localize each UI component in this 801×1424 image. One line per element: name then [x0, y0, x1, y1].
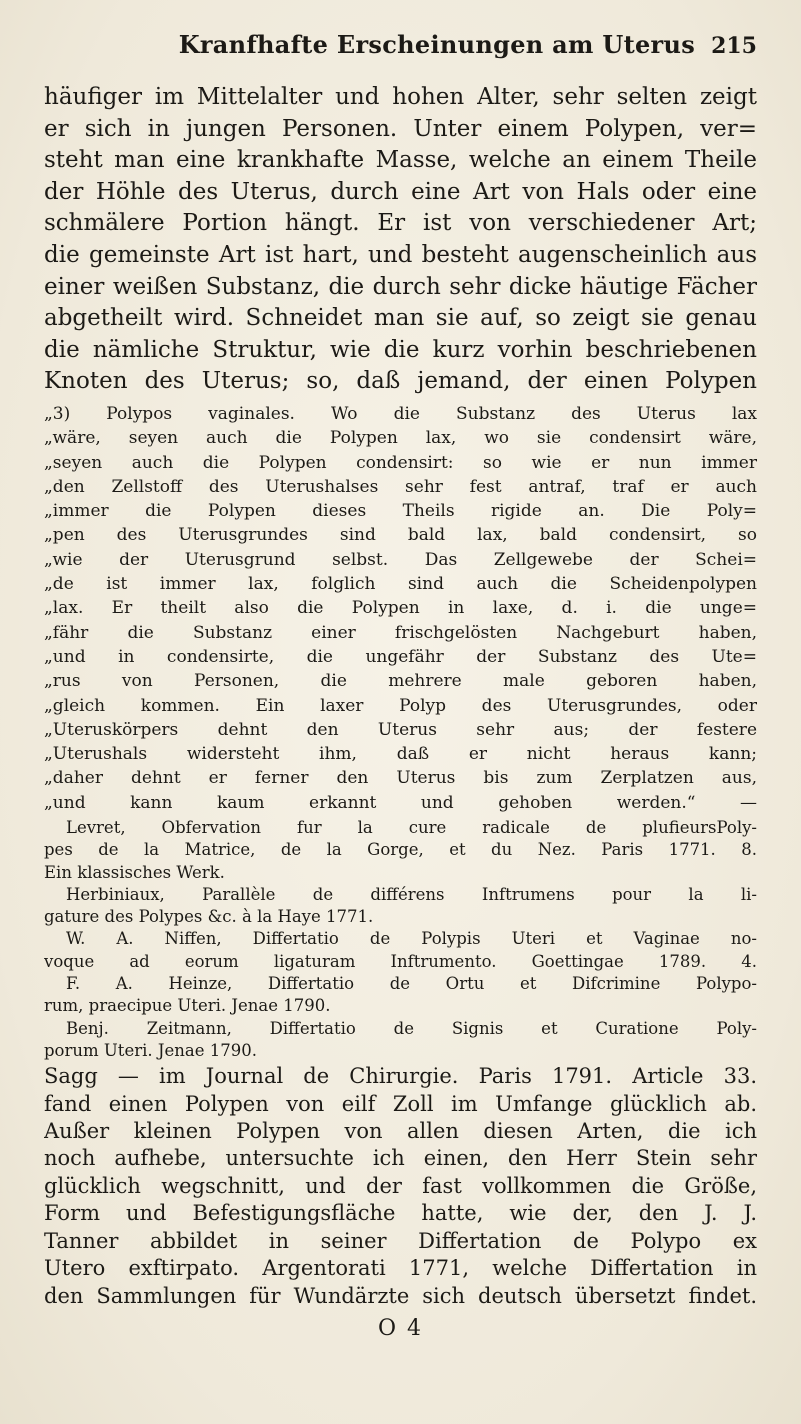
text-line: den Sammlungen für Wundärzte sich deutsch übersetzt findet. [44, 1283, 757, 1308]
quote-line: „gleich kommen. Ein laxer Polyp des Uterusgrundes, oder [44, 695, 757, 716]
reference-line: voque ad eorum ligaturam Inftrumento. Goettingae 1789. 4. [44, 951, 757, 971]
quote-line: „wäre, seyen auch die Polypen lax, wo sie condensirt wäre, [44, 428, 757, 449]
text-line: einer weißen Substanz, die durch sehr dicke häutige Fächer [44, 273, 757, 300]
quote-line: „wie der Uterusgrund selbst. Das Zellgewebe der Schei= [44, 549, 757, 570]
quote-line: „immer die Polypen dieses Theils rigide an. Die Poly= [44, 501, 757, 522]
text-line: fand einen Polypen von eilf Zoll im Umfange glücklich ab. [44, 1091, 757, 1116]
quoted-passage [44, 402, 757, 815]
reference-line: F. A. Heinze, Differtatio de Ortu et Difcrimine Polypo- [66, 974, 757, 994]
text-line: Außer kleinen Polypen von allen diesen Arten, die ich [44, 1119, 757, 1144]
reference-line: gature des Polypes &c. à la Haye 1771. [44, 907, 374, 927]
quote-line: „seyen auch die Polypen condensirt: so wie er nun immer [44, 452, 757, 473]
reference-line: porum Uteri. Jenae 1790. [44, 1040, 257, 1060]
text-line: häufiger im Mittelalter und hohen Alter, sehr selten zeigt [44, 84, 757, 110]
text-line: Knoten des Uterus; so, daß jemand, der einen Polypen [44, 368, 757, 395]
closing-paragraph [44, 1063, 757, 1310]
quote-line: „lax. Er theilt also die Polypen in laxe, d. i. die unge= [44, 598, 757, 619]
reference-line: Benj. Zeitmann, Differtatio de Signis et Curatione Poly- [66, 1018, 757, 1038]
reference-line: pes de la Matrice, de la Gorge, et du Nez. Paris 1771. 8. [44, 840, 757, 860]
reference-line: Ein klassisches Werk. [44, 862, 225, 882]
quote-line: „und in condensirte, die ungefähr der Substanz des Ute= [44, 646, 757, 667]
text-line: die gemeinste Art ist hart, und besteht augenscheinlich aus [44, 241, 757, 268]
reference-line: Herbiniaux, Parallèle de différens Inftrumens pour la li- [66, 884, 757, 904]
reference-line: rum, praecipue Uteri. Jenae 1790. [44, 996, 331, 1016]
quote-line: „Uterushals widersteht ihm, daß er nicht heraus kann; [44, 744, 757, 765]
running-head [44, 30, 757, 76]
text-line: glücklich wegschnitt, und der fast vollkommen die Größe, [44, 1173, 757, 1198]
text-line: Sagg — im Journal de Chirurgie. Paris 1791. Article 33. [44, 1064, 757, 1089]
text-line: abgetheilt wird. Schneidet man sie auf, so zeigt sie genau [44, 305, 757, 332]
quote-line: „und kann kaum erkannt und gehoben werden.“ — [44, 792, 757, 813]
text-line: noch aufhebe, untersuchte ich einen, den Herr Stein sehr [44, 1146, 757, 1171]
reference-line: W. A. Niffen, Differtatio de Polypis Uteri et Vaginae no- [66, 929, 757, 949]
signature-mark: O 4 [377, 1315, 424, 1341]
quote-line: „de ist immer lax, folglich sind auch die Scheidenpolypen [44, 574, 757, 595]
page-number: 215 [711, 33, 757, 59]
quote-line: „pen des Uterusgrundes sind bald lax, bald condensirt, so [44, 525, 757, 546]
quote-line: „daher dehnt er ferner den Uterus bis zum Zerplatzen aus, [44, 768, 757, 789]
quote-line: „Uteruskörpers dehnt den Uterus sehr aus; der festere [44, 719, 757, 740]
quote-line: „den Zellstoff des Uterushalses sehr fest antraf, traf er auch [44, 476, 757, 497]
text-line: die nämliche Struktur, wie die kurz vorhin beschriebenen [44, 336, 757, 363]
main-paragraph [44, 82, 757, 398]
reference-line: Levret, Obfervation fur la cure radicale de plufieursPoly- [66, 817, 757, 837]
text-line: er sich in jungen Personen. Unter einem Polypen, ver= [44, 115, 757, 142]
quote-line: „fähr die Substanz einer frischgelösten Nachgeburt haben, [44, 622, 757, 643]
text-line: steht man eine krankhafte Masse, welche an einem Theile [44, 147, 757, 174]
text-line: Tanner abbildet in seiner Differtation de Polypo ex [44, 1228, 757, 1253]
text-line: der Höhle des Uterus, durch eine Art von Hals oder eine [44, 178, 757, 205]
text-line: schmälere Portion hängt. Er ist von verschiedener Art; [44, 210, 757, 237]
running-head-title: Kranfhafte Erscheinungen am Uterus [178, 30, 696, 59]
text-line: Form und Befestigungsfläche hatte, wie der, den J. J. [44, 1201, 757, 1226]
quote-line: „rus von Personen, die mehrere male geboren haben, [44, 671, 757, 692]
text-line: Utero exftirpato. Argentorati 1771, welche Differtation in [44, 1256, 757, 1281]
quote-line: „3) Polypos vaginales. Wo die Substanz des Uterus lax [44, 403, 757, 424]
reference-list [44, 817, 757, 1062]
